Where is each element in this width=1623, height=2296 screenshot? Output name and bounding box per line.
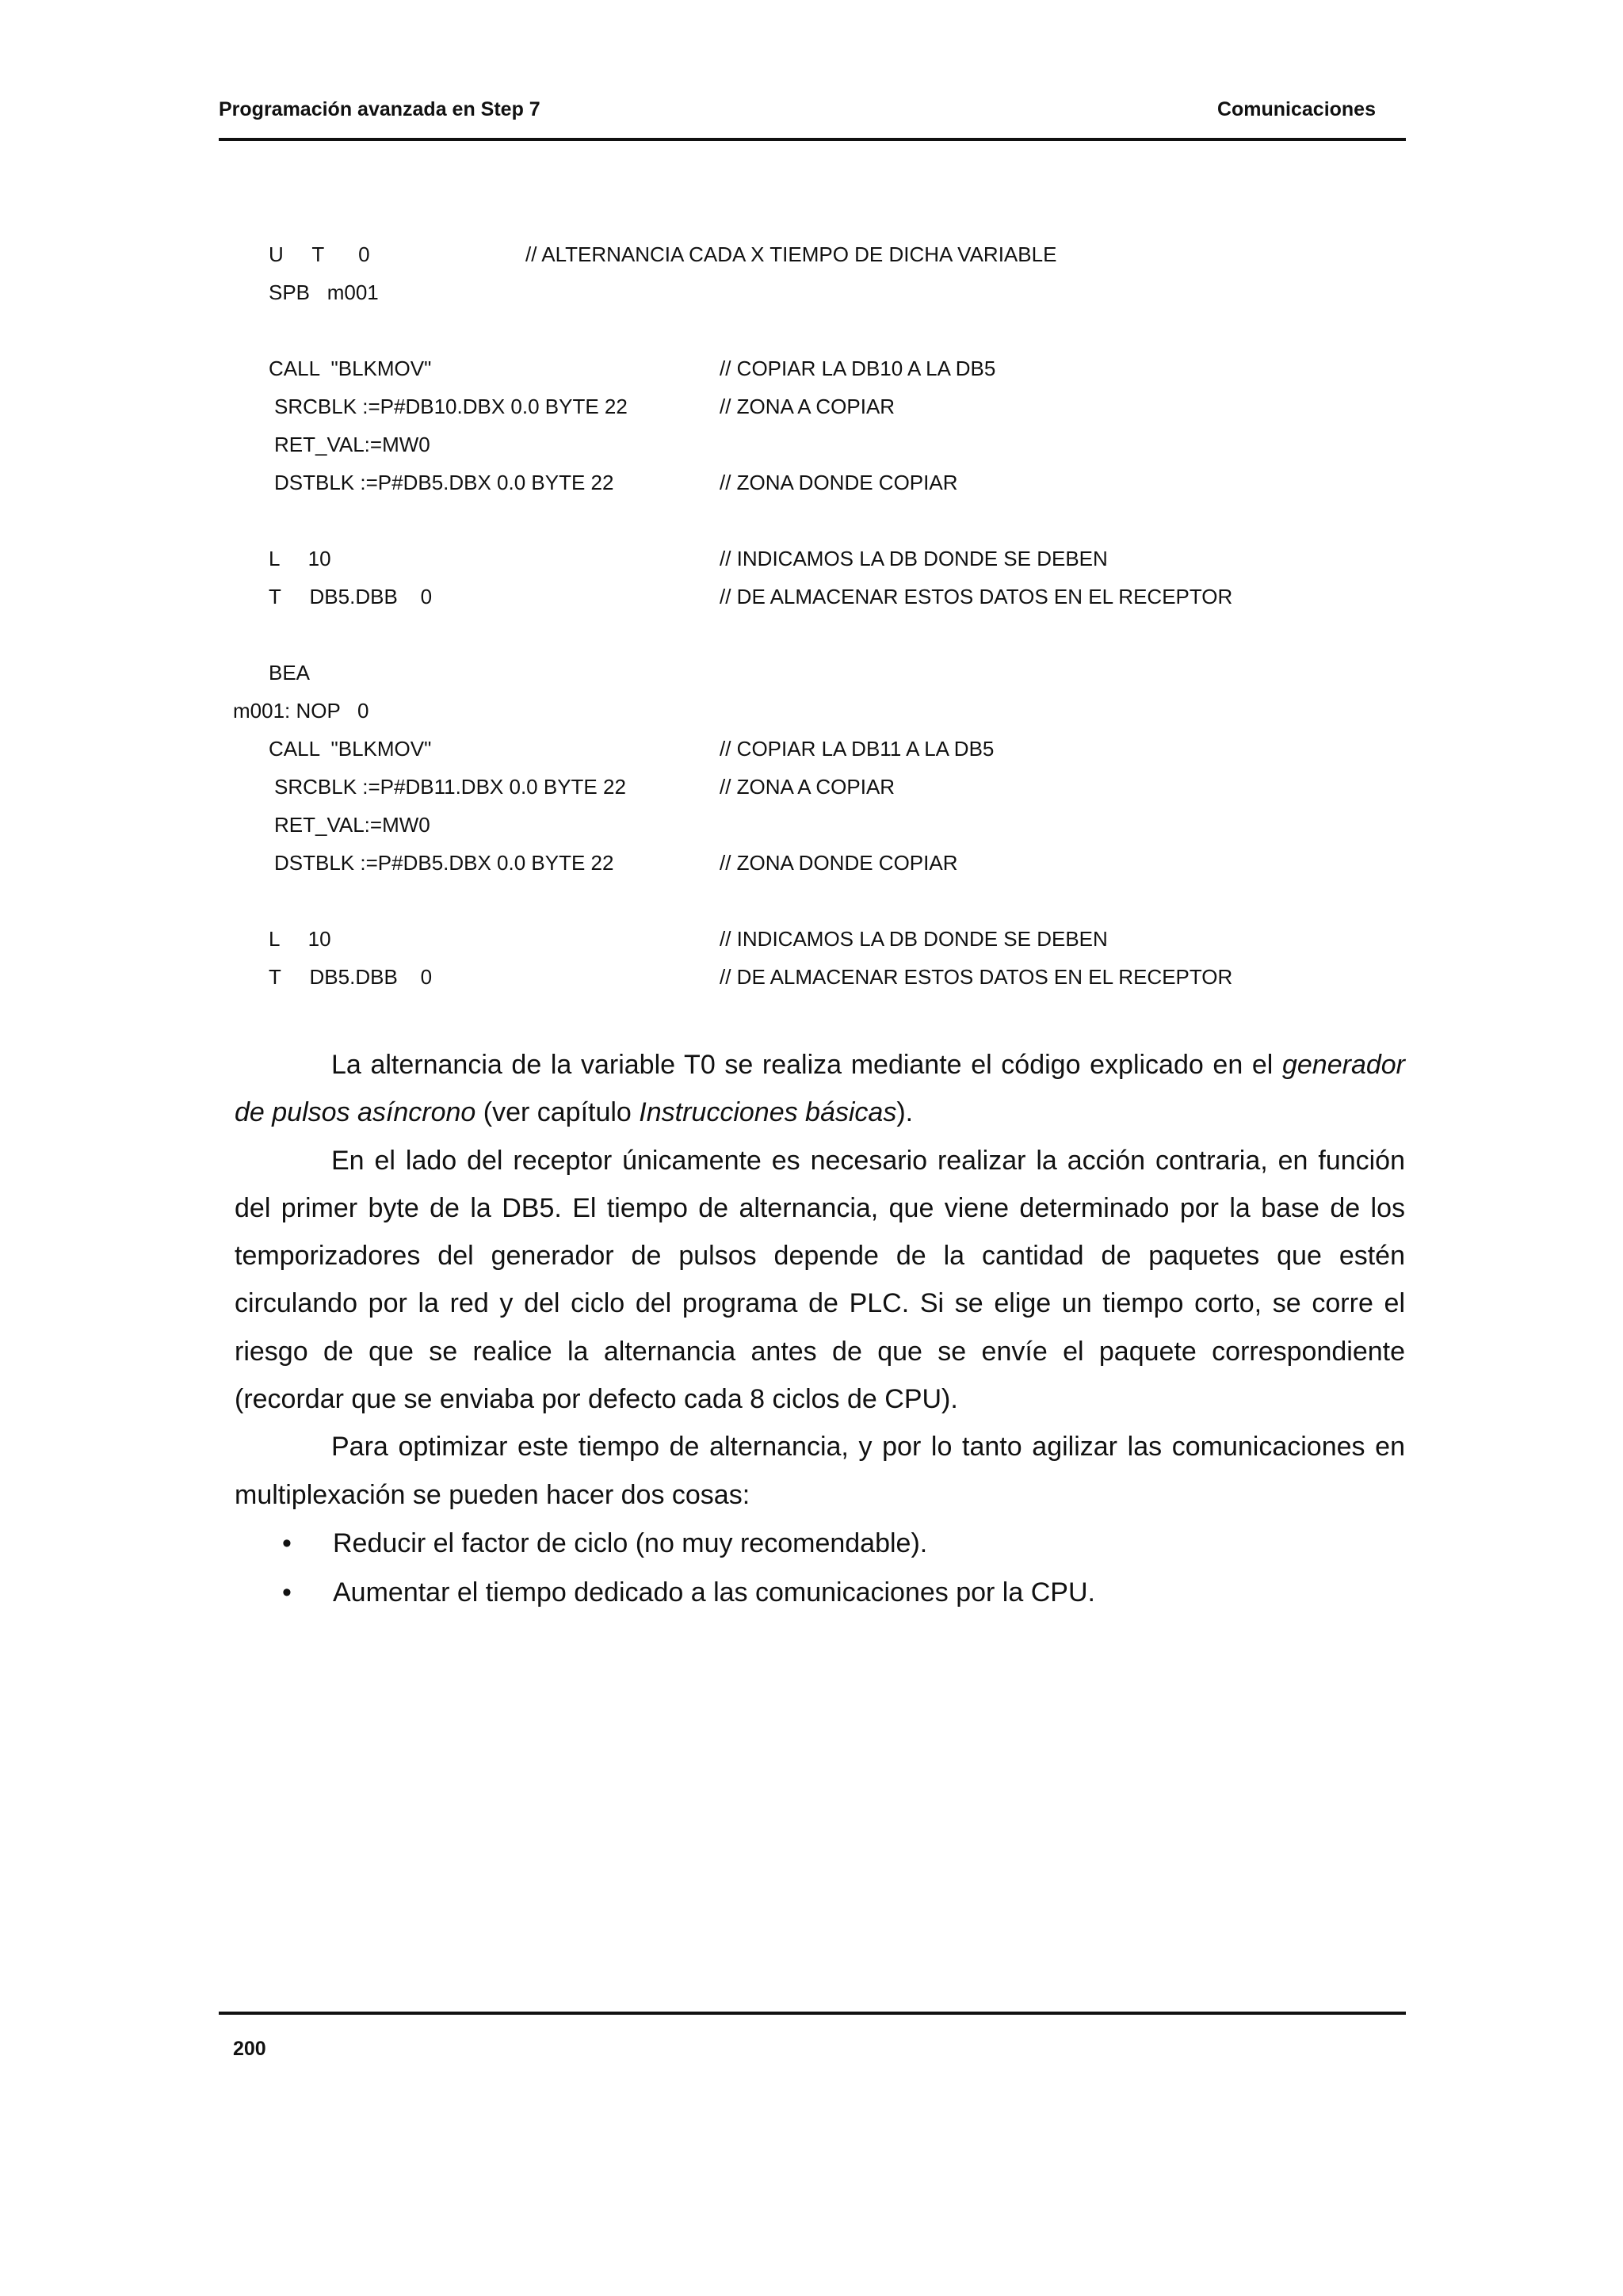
- code-comment: // ALTERNANCIA CADA X TIEMPO DE DICHA VARIABLE: [525, 242, 1057, 266]
- code-line: SRCBLK :=P#DB10.DBX 0.0 BYTE 22: [274, 395, 628, 418]
- code-comment: // INDICAMOS LA DB DONDE SE DEBEN: [720, 547, 1108, 570]
- paragraph-text: La alternancia de la variable T0 se realiza mediante el código explicado en el: [331, 1050, 1282, 1080]
- code-comment: // DE ALMACENAR ESTOS DATOS EN EL RECEPTOR: [720, 585, 1233, 608]
- list-item: [235, 1568, 1405, 1617]
- code-line: U T 0: [269, 242, 370, 266]
- body-text: [235, 1041, 1405, 1617]
- list-item-text: Aumentar el tiempo dedicado a las comunicaciones por la CPU.: [333, 1577, 1095, 1608]
- header-rule: [219, 138, 1406, 141]
- code-line: CALL "BLKMOV": [269, 357, 432, 380]
- paragraph: En el lado del receptor únicamente es necesario realizar la acción contraria, en función del primer byte de la DB5. El tiempo de alternancia, que viene determinado por la base de los temporizadores del generador de pulsos depende de la cantidad de paquetes que estén circulando por la red y del ciclo del programa de PLC. Si se elige un tiempo corto, se corre el riesgo de que se realice la alternancia antes de que se envíe el paquete correspondiente (recordar que se enviaba por defecto cada 8 ciclos de CPU).: [235, 1145, 1405, 1415]
- code-comment: // ZONA A COPIAR: [720, 395, 896, 418]
- code-line: DSTBLK :=P#DB5.DBX 0.0 BYTE 22: [274, 851, 614, 875]
- italic-term: generador de pulsos asíncrono: [235, 1050, 1405, 1128]
- code-line: CALL "BLKMOV": [269, 737, 432, 761]
- list-item: [235, 1519, 1405, 1568]
- page-header: [219, 98, 1376, 125]
- bullet-list: [235, 1519, 1405, 1617]
- page-number: 200: [233, 2038, 266, 2060]
- italic-chapter-ref: Instrucciones básicas: [639, 1097, 897, 1128]
- code-comment: // ZONA A COPIAR: [720, 775, 896, 799]
- paragraph-text: (ver capítulo: [475, 1097, 640, 1128]
- bullet-icon: •: [282, 1527, 292, 1558]
- code-label-line: m001: NOP 0: [233, 699, 369, 723]
- code-comment: // ZONA DONDE COPIAR: [720, 851, 958, 875]
- code-comment: // COPIAR LA DB11 A LA DB5: [720, 737, 995, 761]
- code-line: SPB m001: [269, 280, 379, 304]
- paragraph: Para optimizar este tiempo de alternancia, y por lo tanto agilizar las comunicaciones en multiplexación se pueden hacer dos cosas:: [235, 1432, 1405, 1510]
- code-line: BEA: [269, 661, 311, 685]
- list-item-text: Reducir el factor de ciclo (no muy recomendable).: [333, 1527, 928, 1558]
- paragraph: [235, 1041, 1405, 1137]
- code-comment: // INDICAMOS LA DB DONDE SE DEBEN: [720, 927, 1108, 951]
- bullet-icon: •: [282, 1577, 292, 1608]
- footer-rule: [219, 2012, 1406, 2015]
- code-line: RET_VAL:=MW0: [274, 813, 430, 837]
- code-line: RET_VAL:=MW0: [274, 433, 430, 456]
- code-comment: // COPIAR LA DB10 A LA DB5: [720, 357, 996, 380]
- paragraph-text: ).: [896, 1097, 914, 1128]
- code-comment: // DE ALMACENAR ESTOS DATOS EN EL RECEPTOR: [720, 965, 1233, 989]
- code-line: DSTBLK :=P#DB5.DBX 0.0 BYTE 22: [274, 471, 614, 494]
- code-line: T DB5.DBB 0: [269, 965, 433, 989]
- header-chapter-title: Comunicaciones: [1216, 98, 1376, 120]
- header-book-title: Programación avanzada en Step 7: [219, 98, 540, 120]
- code-comment: // ZONA DONDE COPIAR: [720, 471, 958, 494]
- code-line: L 10: [269, 927, 331, 951]
- code-line: L 10: [269, 547, 331, 570]
- code-line: SRCBLK :=P#DB11.DBX 0.0 BYTE 22: [274, 775, 626, 799]
- code-line: T DB5.DBB 0: [269, 585, 433, 608]
